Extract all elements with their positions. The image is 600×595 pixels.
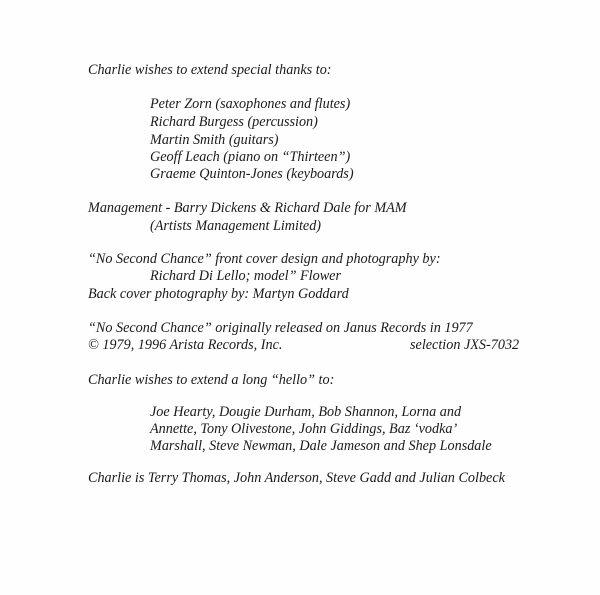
thanks-heading: Charlie wishes to extend special thanks to:: [88, 62, 332, 78]
hello-names-line: Joe Hearty, Dougie Durham, Bob Shannon, Lorna and: [150, 404, 462, 420]
copyright-line: © 1979, 1996 Arista Records, Inc.: [88, 337, 283, 353]
selection-number: selection JXS-7032: [410, 337, 520, 353]
thanks-name: Peter Zorn (saxophones and flutes): [150, 96, 351, 112]
front-cover-credit: “No Second Chance” front cover design and photography by:: [88, 251, 441, 267]
management-subline: (Artists Management Limited): [150, 218, 322, 234]
hello-heading: Charlie wishes to extend a long “hello” to:: [88, 372, 335, 388]
management-line: Management - Barry Dickens & Richard Dale for MAM: [88, 200, 407, 216]
thanks-name: Geoff Leach (piano on “Thirteen”): [150, 149, 351, 165]
release-note: “No Second Chance” originally released on Janus Records in 1977: [88, 320, 473, 336]
thanks-name: Martin Smith (guitars): [150, 132, 279, 148]
front-cover-credit-names: Richard Di Lello; model” Flower: [150, 268, 341, 284]
hello-names-line: Annette, Tony Olivestone, John Giddings, Baz ‘vodka’: [150, 421, 458, 437]
band-lineup: Charlie is Terry Thomas, John Anderson, Steve Gadd and Julian Colbeck: [88, 470, 505, 486]
thanks-name: Graeme Quinton-Jones (keyboards): [150, 166, 354, 182]
hello-names-line: Marshall, Steve Newman, Dale Jameson and Shep Lonsdale: [150, 438, 492, 454]
back-cover-credit: Back cover photography by: Martyn Goddard: [88, 286, 349, 302]
thanks-name: Richard Burgess (percussion): [150, 114, 318, 130]
